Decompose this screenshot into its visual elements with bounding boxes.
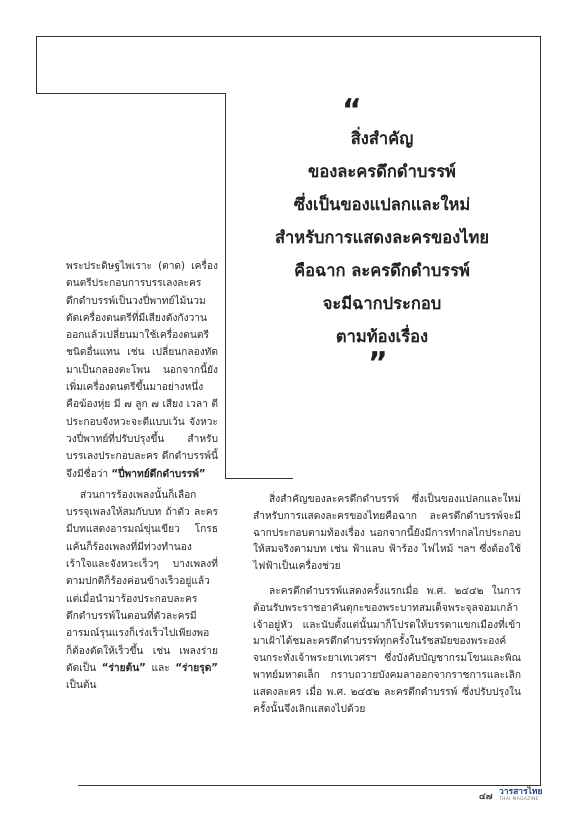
frame-line-left (36, 36, 37, 93)
text-line: ดึกดำบรรพ์ในตอนที่ตัวละครมี (66, 610, 197, 622)
text-line: ดนตรีประกอบการบรรเลงละคร (66, 278, 202, 290)
text-line: ชนิดอื่นแทน เช่น เปลี่ยนกลองทัด (66, 347, 218, 359)
text-line: เร้าใจและจังหวะเร็วๆ บางเพลงที่ (66, 559, 218, 571)
pull-quote-line: สำหรับการแสดงละครของไทย (274, 228, 490, 247)
frame-line-vertical (225, 93, 226, 478)
term-rai-ton: “ร่ายต้น” (101, 662, 146, 674)
pull-quote-line: จะมีฉากประกอบ (322, 294, 442, 313)
text-line: เพิ่มเครื่องดนตรีขึ้นมาอย่างหนึ่ง (66, 382, 204, 394)
frame-line-bottom (78, 785, 541, 786)
right-paragraph-1: สิ่งสำคัญของละครดึกดำบรรพ์ ซึ่งเป็นของแปลกและใหม่สำหรับการแสดงละครของไทยคือฉาก ละครดึกดำบรรพ์จะมีฉากประกอบตามท้องเรื่อง นอกจากนี้ยังมีการทำกลไกประกอบให้สมจริงตามบท เช่น ฟ้าแลบ ฟ้าร้อง ไฟไหม้ ฯลฯ ซึ่งต้องใช้ไฟฟ้าเป็นเครื่องช่วย (253, 494, 521, 573)
left-column-text (66, 258, 218, 694)
text-line: อารมณ์รุนแรงก็เร่งเร็วไปเพียงพอ (66, 628, 210, 640)
logo-title: วารสารไทย (499, 787, 543, 797)
pull-quote-line: ตามท้องเรื่อง (335, 327, 429, 346)
text-line: บรรจุเพลงให้สมกับบท ถ้าตัว (66, 507, 190, 519)
frame-line-mid (36, 93, 226, 94)
left-paragraph-1 (66, 258, 218, 483)
text-line: ตัดเครื่องดนตรีที่มีเสียงดังกังวาน (66, 312, 207, 324)
pull-quote-line: ซึ่งเป็นของแปลกและใหม่ (293, 195, 471, 214)
right-column-text (253, 492, 521, 718)
right-paragraph-2: ละครดึกดำบรรพ์แสดงครั้งแรกเมื่อ พ.ศ. ๒๔๔๒ ในการต้อนรับพระราชอาคันตุกะของพระบาทสมเด็จพระจุลจอมเกล้าเจ้าอยู่หัว และนับตั้งแต่นั้นมาก็โปรดให้บรรดาแขกเมืองที่เข้ามาเฝ้าได้ชมละครดึกดำบรรพ์ทุกครั้งในรัชสมัยของพระองค์ จนกระทั่งเจ้าพระยาเทเวศรฯ ซึ่งบังคับบัญชากรมโขนและพิณพาทย์มหาดเล็ก กราบถวายบังคมลาออกจากราชการและเลิกแสดงละคร เมื่อ พ.ศ. ๒๔๕๒ ละครดึกดำบรรพ์ ซึ่งปรับปรุงในครั้งนั้นจึงเลิกแสดงไปด้วย (253, 585, 521, 715)
term-rai-rut: “ร่ายรุด” (175, 662, 218, 674)
text-line: ดึกดำบรรพ์นี้จึงมีชื่อว่า (66, 451, 218, 480)
page-number: ๔๗ (479, 792, 493, 802)
text-line: ดึกดำบรรพ์เป็นวงปี่พาทย์ไม้นวม (66, 295, 206, 307)
frame-line-right (540, 36, 541, 786)
text-line: โกรธแค้นก็ร้องเพลงที่มีท่วงทำนอง (66, 524, 218, 553)
open-quote-mark: “ (342, 93, 362, 128)
text-line: ส่วนการร้องเพลงนั้นก็เลือก (80, 489, 197, 501)
term-pipat-dukdamban: “ปี่พาทย์ดึกดำบรรพ์” (111, 468, 206, 480)
text-line: มาเป็นกลองตะโพน นอกจากนี้ยัง (66, 364, 218, 376)
text-line: จังหวะ วงปี่พาทย์ที่ปรับปรุงขึ้น (66, 416, 218, 445)
pull-quote-line: ของละครดึกดำบรรพ์ (308, 162, 456, 181)
left-paragraph-2 (66, 487, 218, 695)
text-line: พระประดิษฐไพเราะ (ตาด) เครื่อง (66, 261, 218, 272)
text-line: ละครมีบทแสดงอารมณ์ขุ่นเขียว (66, 507, 218, 536)
text-line: ตัดเป็น (66, 662, 97, 674)
text-line: ก็ต้องตัดให้เร็วขึ้น เช่น เพลงร่าย (66, 645, 218, 657)
text-line: แต่เมื่อนำมาร้องประกอบละคร (66, 593, 198, 605)
pull-quote-line: สิ่งสำคัญ (350, 129, 414, 148)
pull-quote-line: คือฉาก ละครดึกดำบรรพ์ (294, 261, 470, 280)
text-line: คือฆ้องหุ่ย มี ๗ ลูก ๗ เสียง เวลา (66, 399, 208, 411)
close-quote-mark: ” (368, 346, 388, 381)
text-line: เป็นต้น (66, 680, 97, 692)
frame-line-rule (225, 478, 293, 479)
pull-quote (252, 93, 512, 381)
text-line: ออกแล้วเปลี่ยนมาใช้เครื่องดนตรี (66, 330, 209, 342)
text-line: ตามปกติก็ร้องค่อนข้างเร็วอยู่แล้ว (66, 576, 210, 588)
text-line: ตีประกอบจังหวะจะตีแบบเว้น (66, 399, 218, 428)
text-line: สำหรับบรรเลงประกอบละคร (66, 433, 218, 463)
magazine-logo (499, 787, 543, 803)
conjunction: และ (151, 662, 170, 674)
frame-line-top (36, 36, 541, 37)
logo-subtitle: THAI MAGAZINE (499, 797, 539, 802)
